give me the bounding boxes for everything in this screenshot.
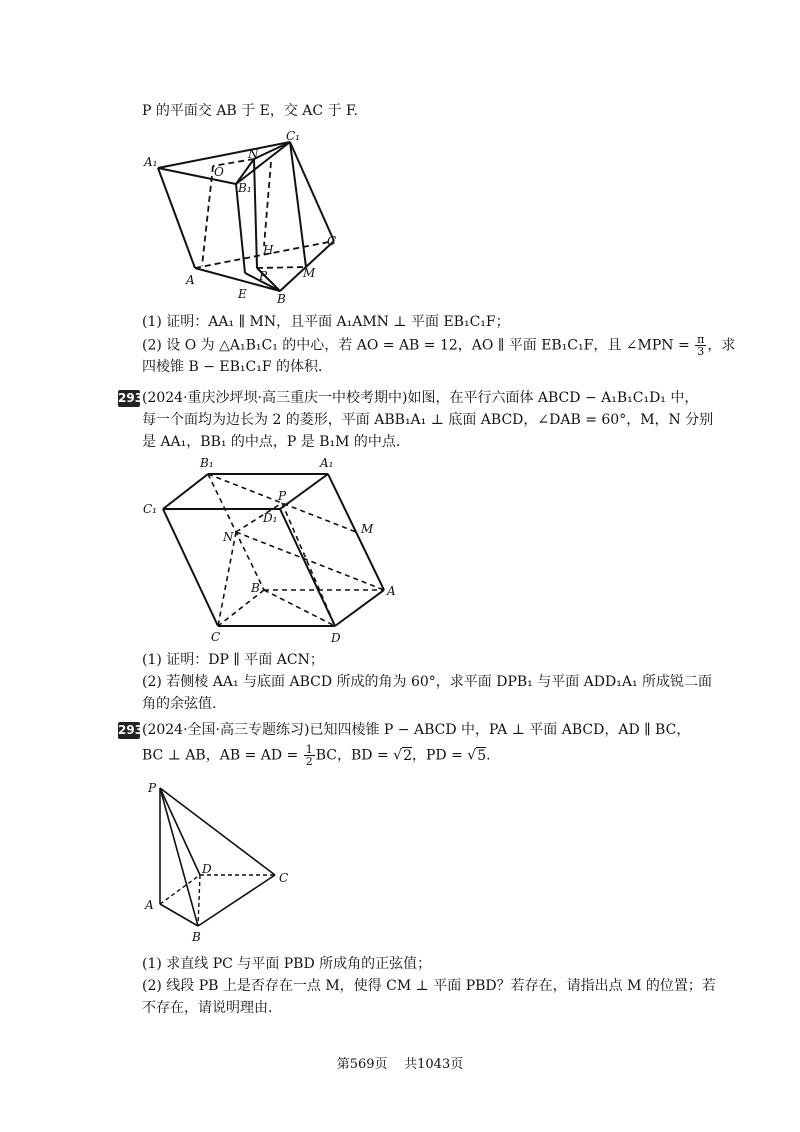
p2936-line2: 每一个面均为边长为 2 的菱形，平面 ABB₁A₁ ⊥ 底面 ABCD，∠DAB = 60°，M，N 分别 xyxy=(142,412,714,428)
label-b1: B₁ xyxy=(200,456,214,470)
page-number: 第569页 xyxy=(336,1057,388,1072)
label-c1: C₁ xyxy=(143,502,157,516)
figure-pyramid xyxy=(140,776,300,948)
label-c1: C₁ xyxy=(286,129,300,143)
label-d: D xyxy=(202,862,212,876)
label-b: B xyxy=(277,292,286,306)
label-c: C xyxy=(327,234,337,248)
p2937-question-2-line2: 不存在，请说明理由. xyxy=(142,1000,273,1016)
label-m: M xyxy=(303,266,316,280)
label-c: C xyxy=(211,630,221,644)
problem-number-2937: 2937 xyxy=(118,723,152,737)
label-e: E xyxy=(238,287,247,301)
label-p: P xyxy=(278,489,287,503)
label-n: N xyxy=(223,530,234,544)
label-a: A xyxy=(387,584,396,598)
fraction-one-half: $\frac{1}{2}$ xyxy=(305,743,313,768)
label-h: H xyxy=(263,243,274,257)
p2936-line3: 是 AA₁，BB₁ 的中点，P 是 B₁M 的中点. xyxy=(142,434,401,450)
figure-parallelepiped xyxy=(138,452,408,647)
label-n: N xyxy=(248,147,259,161)
top-question-2-line1: (2) 设 O 为 △A₁B₁C₁ 的中心，若 AO = AB = 12，AO ∥ 平面 EB₁C₁F，且 ∠MPN = $\frac{\pi}{3}$ ，求 xyxy=(142,333,736,358)
fraction-pi-over-3: $\frac{\pi}{3}$ xyxy=(697,333,705,358)
p2936-line1: (2024·重庆沙坪坝·高三重庆一中校考期中)如图，在平行六面体 ABCD − A₁B₁C₁D₁ 中， xyxy=(142,390,699,406)
figure-prism xyxy=(138,128,358,308)
label-c: C xyxy=(279,871,289,885)
top-question-2-line2: 四棱锥 B − EB₁C₁F 的体积. xyxy=(142,359,323,375)
p2937-line2: BC ⊥ AB，AB = AD = $\frac{1}{2}$ BC，BD = √2，PD = √5. xyxy=(142,743,491,768)
page-total: 共1043页 xyxy=(404,1057,464,1072)
label-o: O xyxy=(214,165,224,179)
problem-number-2936: 2936 xyxy=(118,391,152,405)
label-b: B xyxy=(192,930,201,944)
label-a1: A₁ xyxy=(144,155,158,169)
label-a: A xyxy=(145,898,154,912)
label-b1: B₁ xyxy=(238,181,252,195)
p2936-question-2-line1: (2) 若侧棱 AA₁ 与底面 ABCD 所成的角为 60°，求平面 DPB₁ 与平面 ADD₁A₁ 所成锐二面 xyxy=(142,674,713,690)
top-question-1: (1) 证明：AA₁ ∥ MN，且平面 A₁AMN ⊥ 平面 EB₁C₁F； xyxy=(142,314,510,330)
p2937-question-1: (1) 求直线 PC 与平面 PBD 所成角的正弦值； xyxy=(142,956,432,972)
label-a: A xyxy=(186,273,195,287)
p2937-question-2-line1: (2) 线段 PB 上是否存在一点 M，使得 CM ⊥ 平面 PBD？若存在，请指出点 M 的位置；若 xyxy=(142,978,716,994)
label-d: D xyxy=(331,631,341,645)
page-footer xyxy=(0,1053,800,1072)
p2937-line1: (2024·全国·高三专题练习)已知四棱锥 P − ABCD 中，PA ⊥ 平面 ABCD，AD ∥ BC， xyxy=(142,722,691,738)
label-a1: A₁ xyxy=(320,456,334,470)
label-d1: D₁ xyxy=(263,511,278,525)
label-p: P xyxy=(148,781,157,795)
p2936-question-1: (1) 证明：DP ∥ 平面 ACN； xyxy=(142,652,324,668)
label-m: M xyxy=(361,522,374,536)
p2936-question-2-line2: 角的余弦值. xyxy=(142,696,217,712)
intro-text: P 的平面交 AB 于 E，交 AC 于 F. xyxy=(142,103,358,119)
label-b: B xyxy=(251,581,260,595)
label-p: P xyxy=(259,269,268,283)
